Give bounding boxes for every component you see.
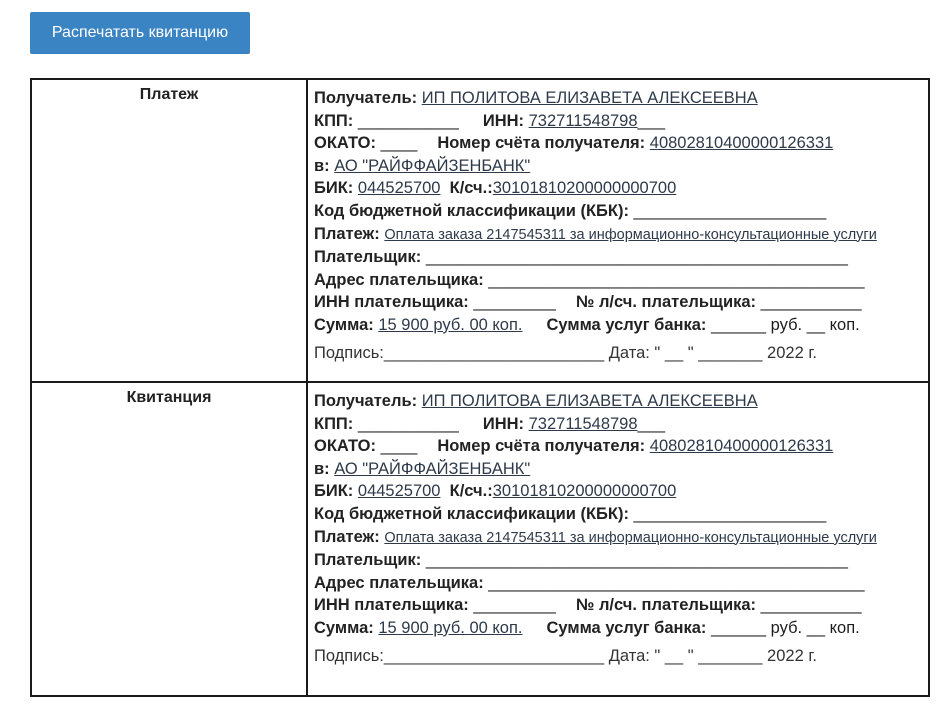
recipient-label: Получатель: (314, 89, 418, 107)
corr-value: 30101810200000000700 (492, 482, 677, 501)
fee-value: ______ руб. __ коп. (711, 618, 860, 637)
bik-label: БИК: (314, 482, 354, 501)
sum-label: Сумма: (314, 315, 374, 334)
recipient-value: ИП ПОЛИТОВА ЕЛИЗАВЕТА АЛЕКСЕЕВНА (421, 89, 758, 107)
receipt-section (31, 382, 929, 696)
payer-inn-row (314, 594, 928, 617)
payment-section (31, 79, 929, 382)
bik-value: 044525700 (357, 179, 441, 198)
sum-value: 15 900 руб. 00 коп. (378, 618, 523, 637)
inn-label: ИНН: (482, 414, 525, 433)
corr-value: 30101810200000000700 (492, 179, 677, 198)
inn-label: ИНН: (482, 111, 525, 130)
payer-inn-blank: _________ (473, 293, 556, 312)
receipt-table (30, 78, 930, 697)
corr-label: К/сч.: (449, 482, 493, 501)
bank-value: АО "РАЙФФАЙЗЕНБАНК" (334, 459, 531, 478)
okato-label: ОКАТО: (314, 437, 376, 456)
payer-inn-label: ИНН плательщика: (314, 293, 469, 312)
inn-trail: ___ (637, 414, 666, 433)
signature-date-row: Подпись:________________________ Дата: " __ " _______ 2022 г. (314, 343, 817, 362)
purpose-value: Оплата заказа 2147545311 за информационно-консультационные услуги (384, 226, 877, 243)
account-label: Номер счёта получателя: (437, 437, 646, 456)
address-blank: _________________________________________ (488, 270, 865, 289)
purpose-label: Платеж: (314, 527, 380, 546)
payer-account-label: № л/сч. плательщика: (575, 596, 757, 615)
address-label: Адрес плательщика: (314, 270, 484, 289)
kpp-label: КПП: (314, 111, 354, 130)
okato-label: ОКАТО: (314, 134, 376, 153)
inn-trail: ___ (637, 111, 666, 130)
kbk-row (314, 503, 928, 526)
section-title-cell (31, 79, 307, 382)
bik-value: 044525700 (357, 482, 441, 501)
bik-corr-row (314, 177, 928, 200)
purpose-label: Платеж: (314, 224, 380, 243)
kbk-label: Код бюджетной классификации (КБК): (314, 201, 629, 220)
signature-date-row: Подпись:________________________ Дата: " __ " _______ 2022 г. (314, 646, 817, 665)
kpp-blank: ___________ (357, 414, 459, 433)
section-title-cell (31, 382, 307, 696)
payment-details (307, 79, 929, 382)
recipient-label: Получатель: (314, 392, 418, 410)
payer-row (314, 549, 928, 572)
payer-account-blank: ___________ (760, 293, 862, 312)
address-label: Адрес плательщика: (314, 573, 484, 592)
corr-label: К/сч.: (449, 179, 493, 198)
bank-row (314, 458, 928, 481)
section-title: Квитанция (126, 389, 212, 406)
kpp-inn-row (314, 413, 928, 436)
okato-blank: ____ (380, 437, 418, 456)
address-row (314, 269, 928, 292)
bik-label: БИК: (314, 179, 354, 198)
fee-value: ______ руб. __ коп. (711, 315, 860, 334)
payer-row (314, 246, 928, 269)
kpp-blank: ___________ (357, 111, 459, 130)
bank-value: АО "РАЙФФАЙЗЕНБАНК" (334, 156, 531, 175)
payer-account-label: № л/сч. плательщика: (575, 293, 757, 312)
kbk-row (314, 200, 928, 223)
address-blank: _________________________________________ (488, 573, 865, 592)
fee-label: Сумма услуг банка: (546, 315, 707, 334)
bik-corr-row (314, 480, 928, 503)
sum-row (314, 314, 928, 337)
inn-value: 732711548798 (528, 111, 638, 130)
okato-account-row (314, 132, 928, 155)
section-title: Платеж (139, 86, 199, 103)
payer-inn-row (314, 291, 928, 314)
purpose-value: Оплата заказа 2147545311 за информационно-консультационные услуги (384, 529, 877, 546)
bank-label: в: (314, 459, 330, 478)
okato-blank: ____ (380, 134, 418, 153)
sum-value: 15 900 руб. 00 коп. (378, 315, 523, 334)
payer-blank: ______________________________________________ (425, 248, 848, 267)
kpp-inn-row (314, 110, 928, 133)
payer-inn-blank: _________ (473, 596, 556, 615)
kbk-blank: _____________________ (633, 201, 827, 220)
sum-row (314, 617, 928, 640)
sum-label: Сумма: (314, 618, 374, 637)
okato-account-row (314, 435, 928, 458)
kbk-label: Код бюджетной классификации (КБК): (314, 504, 629, 523)
payer-label: Плательщик: (314, 248, 422, 267)
bank-label: в: (314, 156, 330, 175)
account-label: Номер счёта получателя: (437, 134, 646, 153)
bank-row (314, 155, 928, 178)
payer-inn-label: ИНН плательщика: (314, 596, 469, 615)
payer-label: Плательщик: (314, 551, 422, 570)
fee-label: Сумма услуг банка: (546, 618, 707, 637)
recipient-row (314, 390, 928, 413)
receipt-details (307, 382, 929, 696)
address-row (314, 572, 928, 595)
recipient-row (314, 87, 928, 110)
payer-account-blank: ___________ (760, 596, 862, 615)
recipient-value: ИП ПОЛИТОВА ЕЛИЗАВЕТА АЛЕКСЕЕВНА (421, 392, 758, 410)
payer-blank: ______________________________________________ (425, 551, 848, 570)
purpose-row (314, 223, 928, 247)
print-receipt-button[interactable]: Распечатать квитанцию (30, 12, 250, 54)
account-value: 40802810400000126331 (649, 134, 834, 153)
inn-value: 732711548798 (528, 414, 638, 433)
purpose-row (314, 526, 928, 550)
account-value: 40802810400000126331 (649, 437, 834, 456)
kbk-blank: _____________________ (633, 504, 827, 523)
kpp-label: КПП: (314, 414, 354, 433)
